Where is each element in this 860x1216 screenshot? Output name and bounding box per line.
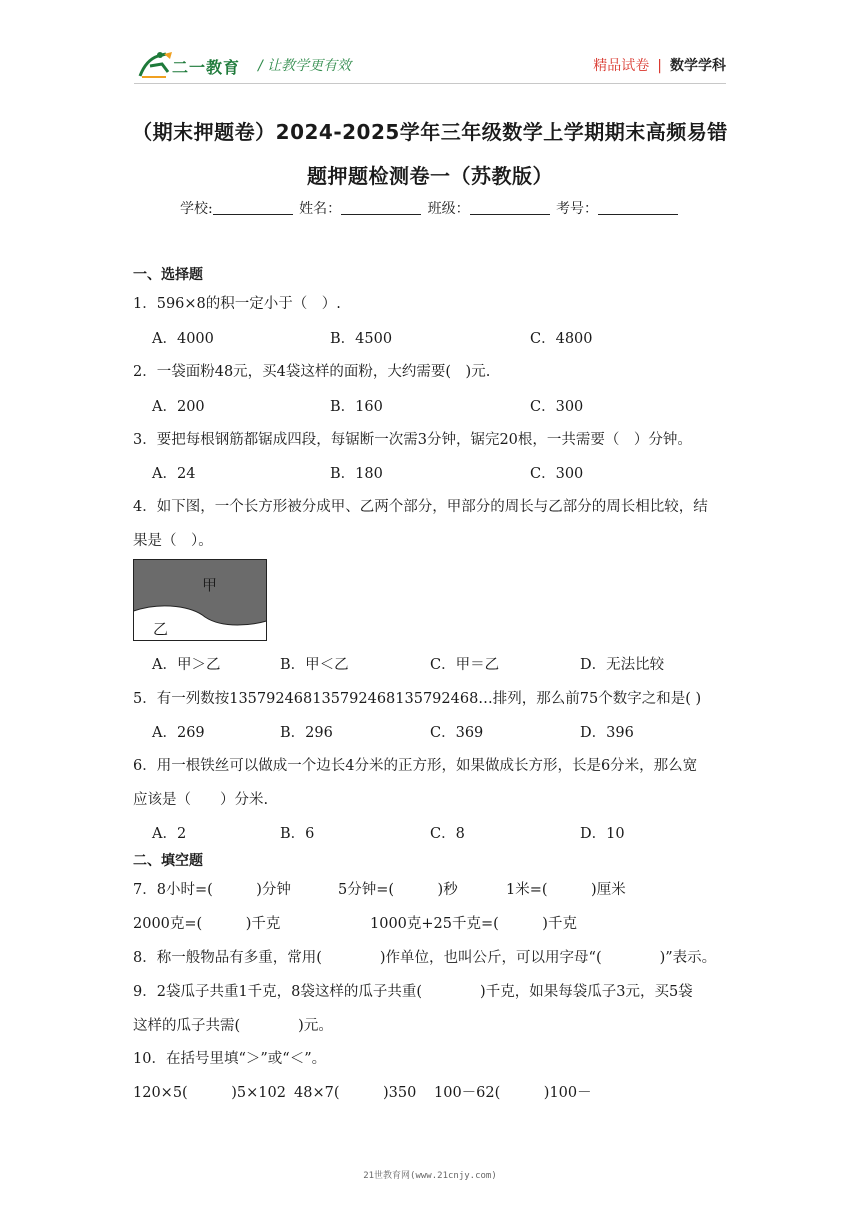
header-tag: 精品试卷 [593, 58, 650, 74]
q4-option-b: B．甲＜乙 [280, 657, 349, 673]
student-info-row [0, 198, 860, 218]
q6-option-d: D．10 [580, 826, 625, 842]
class-label: 班级： [427, 201, 470, 217]
section-choice-heading: 一、选择题 [133, 267, 203, 283]
q10-stem: 10．在括号里填“＞”或“＜”。 [133, 1051, 327, 1067]
q1-option-b: B．4500 [330, 331, 393, 347]
q4-stem-line1: 4．如下图，一个长方形被分成甲、乙两个部分，甲部分的周长与乙部分的周长相比较，结 [133, 499, 708, 515]
figure-label-yi: 乙 [153, 620, 169, 638]
logo-text: 二一教育 [172, 58, 241, 77]
q1-option-a: A．4000 [152, 331, 214, 347]
q1-option-c: C．4800 [530, 331, 593, 347]
q2-option-b: B．160 [330, 399, 383, 415]
q7-part2: 5分钟=( )秒 [338, 882, 458, 898]
q6-stem-line2: 应该是（ ）分米. [133, 792, 269, 808]
q9-stem-line2: 这样的瓜子共需( )元。 [133, 1018, 333, 1034]
q3-option-b: B．180 [330, 466, 383, 482]
q5-option-d: D．396 [580, 725, 634, 741]
q6-stem-line1: 6．用一根铁丝可以做成一个边长4分米的正方形，如果做成长方形，长是6分米，那么宽 [133, 758, 698, 774]
name-label: 姓名： [299, 201, 342, 217]
q5-option-a: A．269 [152, 725, 205, 741]
figure-label-jia: 甲 [202, 576, 218, 594]
q1-stem: 1．596×8的积一定小于（ ）. [133, 296, 341, 312]
class-blank[interactable] [470, 200, 550, 215]
number-blank[interactable] [598, 200, 678, 215]
header-tags: 精品试卷 | 数学学科 [593, 58, 726, 74]
q2-option-a: A．200 [152, 399, 205, 415]
school-label: 学校: [179, 201, 213, 217]
q4-stem-line2: 果是（ ）。 [133, 533, 213, 549]
q7-part3: 1米=( )厘米 [506, 882, 626, 898]
q8-stem: 8．称一般物品有多重，常用( )作单位，也叫公斤，可以用字母“( )”表示。 [133, 950, 717, 966]
q10-part3: 100－62( )100－ [434, 1085, 592, 1101]
q4-option-c: C．甲＝乙 [430, 657, 500, 673]
header-slogan: / 让教学更有效 [258, 58, 352, 74]
q7-part5: 1000克+25千克=( )千克 [370, 916, 577, 932]
q10-part1: 120×5( )5×102 [133, 1085, 286, 1101]
q2-stem: 2．一袋面粉48元，买4袋这样的面粉，大约需要( )元. [133, 364, 491, 380]
q9-stem-line1: 9．2袋瓜子共重1千克，8袋这样的瓜子共重( )千克，如果每袋瓜子3元，买5袋 [133, 984, 693, 1000]
q3-stem: 3．要把每根钢筋都锯成四段，每锯断一次需3分钟，锯完20根，一共需要（ ）分钟。 [133, 432, 692, 448]
q6-option-a: A．2 [152, 826, 187, 842]
q5-option-b: B．296 [280, 725, 333, 741]
q7-part4: 2000克=( )千克 [133, 916, 281, 932]
page-header [0, 0, 860, 90]
q5-stem: 5．有一列数按135792468135792468135792468…排列，那么前75个数字之和是( ) [133, 691, 702, 707]
q5-option-c: C．369 [430, 725, 484, 741]
header-divider [134, 83, 726, 84]
q10-part2: 48×7( )350 [294, 1085, 417, 1101]
section-fill-heading: 二、填空题 [133, 853, 203, 869]
header-subject: 数学学科 [670, 58, 726, 74]
document-title-line1: （期末押题卷）2024-2025学年三年级数学上学期期末高频易错 [132, 120, 728, 144]
q2-option-c: C．300 [530, 399, 584, 415]
number-label: 考号： [556, 201, 599, 217]
q3-option-c: C．300 [530, 466, 584, 482]
q3-option-a: A．24 [152, 466, 196, 482]
q4-option-a: A．甲＞乙 [152, 657, 221, 673]
name-blank[interactable] [341, 200, 421, 215]
document-title-line2: 题押题检测卷一（苏教版） [307, 164, 553, 188]
q7-part1: 7．8小时=( )分钟 [133, 882, 291, 898]
school-blank[interactable] [213, 200, 293, 215]
q6-option-b: B．6 [280, 826, 315, 842]
q6-option-c: C．8 [430, 826, 465, 842]
q4-option-d: D．无法比较 [580, 657, 665, 673]
page-footer: 21世教育网(www.21cnjy.com) [363, 1171, 497, 1181]
